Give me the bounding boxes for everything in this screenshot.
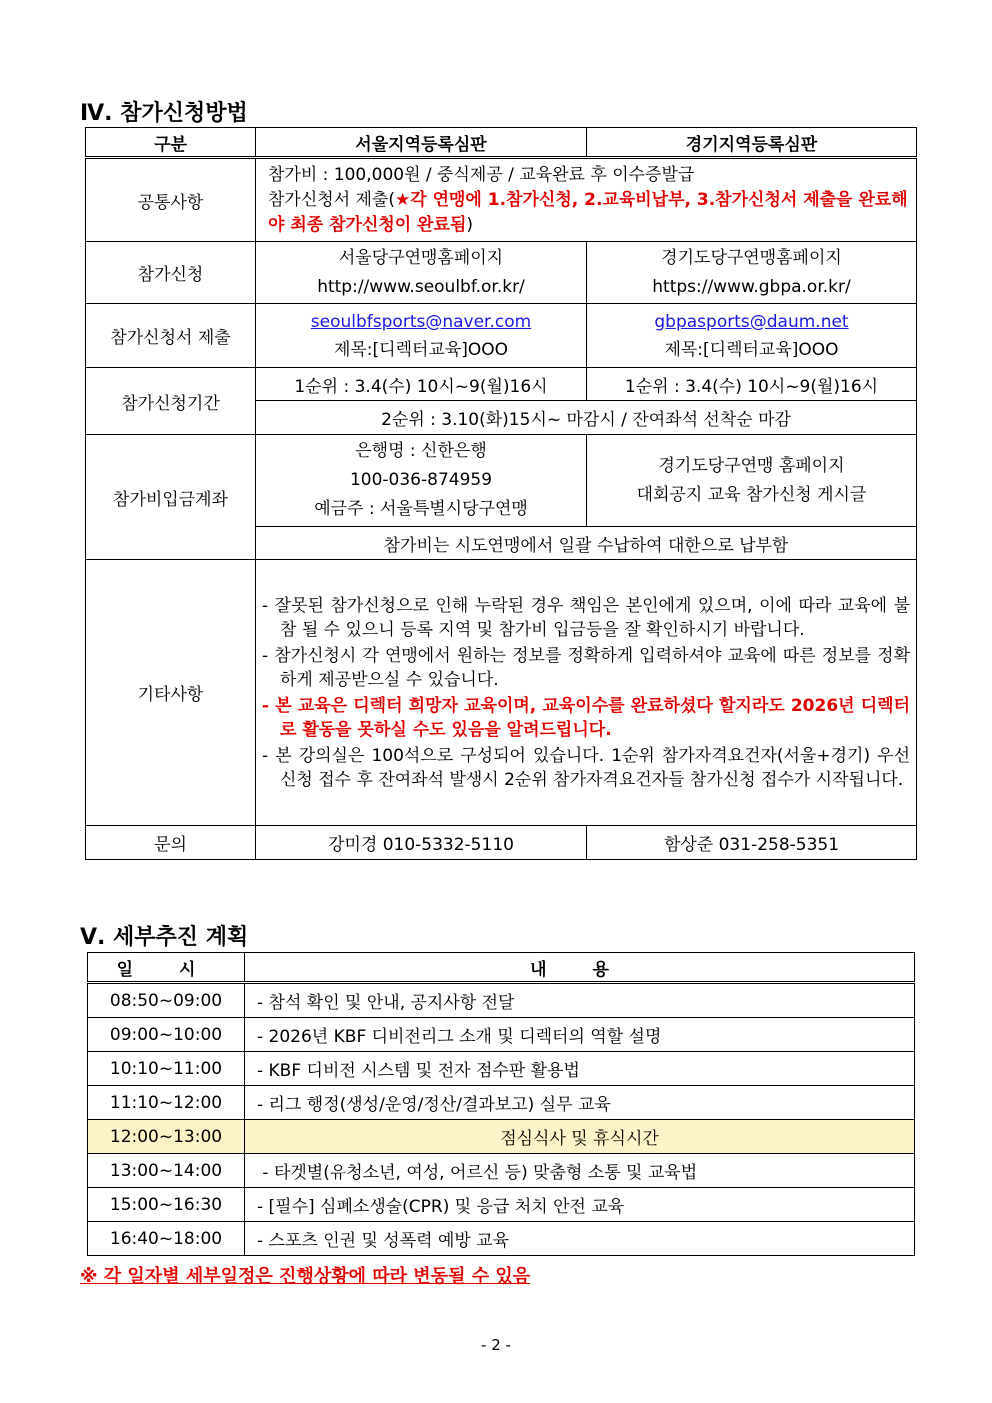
application-method-table xyxy=(85,127,917,860)
seoul-submit xyxy=(256,304,587,368)
schedule-row-lunch xyxy=(88,1120,915,1154)
account-holder: 예금주 : 서울특별시당구연맹 xyxy=(314,499,528,519)
gyeonggi-submit xyxy=(587,304,917,368)
schedule-desc: 점심식사 및 휴식시간 xyxy=(245,1120,915,1154)
schedule-footnote: ※ 각 일자별 세부일정은 진행상황에 따라 변동될 수 있음 xyxy=(80,1266,531,1287)
header-category: 구분 xyxy=(86,128,256,158)
common-label: 공통사항 xyxy=(86,158,256,242)
gyeonggi-site-url[interactable]: https://www.gbpa.or.kr/ xyxy=(652,276,851,297)
schedule-time: 12:00~13:00 xyxy=(88,1120,245,1154)
schedule-desc: - [필수] 심폐소생술(CPR) 및 응급 처치 안전 교육 xyxy=(245,1188,915,1222)
seoul-site-url[interactable]: http://www.seoulbf.or.kr/ xyxy=(317,276,525,297)
page-number: - 2 - xyxy=(481,1336,511,1354)
common-warning: ★각 연맹에 1.참가신청, 2.교육비납부, 3.참가신청서 제출을 완료해야 최종 참가신청이 완료됨 xyxy=(268,189,908,235)
schedule-time: 09:00~10:00 xyxy=(88,1018,245,1052)
account-number: 100-036-874959 xyxy=(349,470,493,490)
schedule-time: 16:40~18:00 xyxy=(88,1222,245,1256)
contact-label: 문의 xyxy=(86,826,256,860)
schedule-row xyxy=(88,1018,915,1052)
etc-notes xyxy=(256,560,917,826)
gyeonggi-account-line1: 경기도당구연맹 홈페이지 xyxy=(658,455,845,476)
etc-note-1: - 잘못된 참가신청으로 인해 누락된 경우 책임은 본인에게 있으며, 이에 따라 교육에 불참 될 수 있으니 등록 지역 및 참가비 입금등을 잘 확인하시기 바랍니다. xyxy=(262,595,910,640)
bank-name: 은행명 : 신한은행 xyxy=(355,441,487,461)
schedule-desc: - 참석 확인 및 안내, 공지사항 전달 xyxy=(245,983,915,1018)
schedule-row xyxy=(88,1154,915,1188)
schedule-row xyxy=(88,1086,915,1120)
schedule-desc: - 타겟별(유청소년, 여성, 어르신 등) 맞춤형 소통 및 교육법 xyxy=(245,1154,915,1188)
schedule-time: 13:00~14:00 xyxy=(88,1154,245,1188)
schedule-time: 08:50~09:00 xyxy=(88,983,245,1018)
seoul-site-name: 서울당구연맹홈페이지 xyxy=(338,247,504,268)
schedule-time: 11:10~12:00 xyxy=(88,1086,245,1120)
seoul-email-subject: 제목:[디렉터교육]OOO xyxy=(333,339,509,360)
account-label: 참가비입금계좌 xyxy=(86,435,256,560)
schedule-time: 15:00~16:30 xyxy=(88,1188,245,1222)
gyeonggi-email-link[interactable]: gbpasports@daum.net xyxy=(654,311,849,332)
gyeonggi-email-subject: 제목:[디렉터교육]OOO xyxy=(664,339,839,360)
gyeonggi-apply xyxy=(587,242,917,304)
schedule-desc: - 2026년 KBF 디비전리그 소개 및 디렉터의 역할 설명 xyxy=(245,1018,915,1052)
common-info xyxy=(256,158,917,242)
section4-title: Ⅳ. 참가신청방법 xyxy=(80,101,248,126)
common-line2: 참가신청서 제출(★각 연맹에 1.참가신청, 2.교육비납부, 3.참가신청서 제출을 완료해야 최종 참가신청이 완료됨) xyxy=(268,189,908,235)
account-note: 참가비는 시도연맹에서 일괄 수납하여 대한으로 납부함 xyxy=(256,527,917,560)
schedule-desc: - 스포츠 인권 및 성폭력 예방 교육 xyxy=(245,1222,915,1256)
period-label: 참가신청기간 xyxy=(86,368,256,435)
etc-note-2: - 참가신청시 각 연맹에서 원하는 정보를 정확하게 입력하셔야 교육에 따른 정보를 정확하게 제공받으실 수 있습니다. xyxy=(262,645,910,690)
etc-label: 기타사항 xyxy=(86,560,256,826)
seoul-email-link[interactable]: seoulbfsports@naver.com xyxy=(310,311,532,332)
gyeonggi-account xyxy=(587,435,917,527)
schedule-table xyxy=(87,952,915,1256)
submit-label: 참가신청서 제출 xyxy=(86,304,256,368)
schedule-desc: - KBF 디비전 시스템 및 전자 점수판 활용법 xyxy=(245,1052,915,1086)
gyeonggi-contact: 함상준 031-258-5351 xyxy=(587,826,917,860)
etc-note-4: - 본 강의실은 100석으로 구성되어 있습니다. 1순위 참가자격요건자(서울+경기) 우선 신청 접수 후 잔여좌석 발생시 2순위 참가자격요건자들 참가신청 접수가 시작됩니다. xyxy=(262,745,910,790)
schedule-time: 10:10~11:00 xyxy=(88,1052,245,1086)
header-time: 일 시 xyxy=(88,953,245,983)
seoul-period-first: 1순위 : 3.4(수) 10시~9(월)16시 xyxy=(256,368,587,401)
schedule-row xyxy=(88,1222,915,1256)
schedule-desc: - 리그 행정(생성/운영/정산/결과보고) 실무 교육 xyxy=(245,1086,915,1120)
seoul-account xyxy=(256,435,587,527)
apply-label: 참가신청 xyxy=(86,242,256,304)
section5-title: Ⅴ. 세부추진 계획 xyxy=(80,925,249,950)
header-content: 내 용 xyxy=(245,953,915,983)
seoul-apply xyxy=(256,242,587,304)
gyeonggi-site-name: 경기도당구연맹홈페이지 xyxy=(661,247,842,268)
header-seoul: 서울지역등록심판 xyxy=(256,128,587,158)
schedule-row xyxy=(88,1052,915,1086)
period-second: 2순위 : 3.10(화)15시~ 마감시 / 잔여좌석 선착순 마감 xyxy=(256,401,917,435)
schedule-row xyxy=(88,983,915,1018)
header-gyeonggi: 경기지역등록심판 xyxy=(587,128,917,158)
seoul-contact: 강미경 010-5332-5110 xyxy=(256,826,587,860)
common-line1: 참가비 : 100,000원 / 중식제공 / 교육완료 후 이수증발급 xyxy=(268,164,695,185)
etc-note-3: - 본 교육은 디렉터 희망자 교육이며, 교육이수를 완료하셨다 할지라도 2026년 디렉터로 활동을 못하실 수도 있음을 알려드립니다. xyxy=(262,695,910,740)
gyeonggi-account-line2: 대회공지 교육 참가신청 게시글 xyxy=(636,484,867,505)
gyeonggi-period-first: 1순위 : 3.4(수) 10시~9(월)16시 xyxy=(587,368,917,401)
schedule-row xyxy=(88,1188,915,1222)
